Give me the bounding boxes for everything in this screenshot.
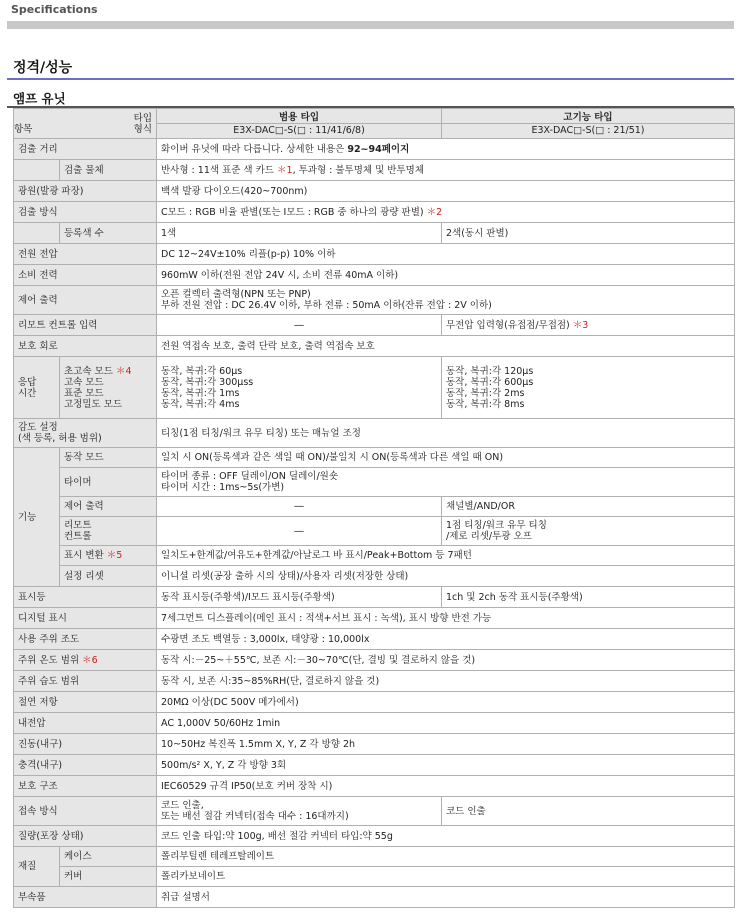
- row-value: C모드 : RGB 비율 판별(또는 I모드 : RGB 중 하나의 광량 판별) ＊2: [157, 202, 735, 223]
- col2-title: 고기능 타입: [563, 111, 613, 123]
- table-row: [14, 713, 735, 734]
- row-label: 리모트 컨트롤 입력: [14, 315, 157, 336]
- row-label: 주위 온도 범위 ＊6: [14, 650, 157, 671]
- col2-model: E3X-DAC□-S(□ : 21/51): [442, 123, 734, 136]
- row-label: 진동(내구): [14, 734, 157, 755]
- table-row: [14, 776, 735, 797]
- row-value: 취급 설명서: [157, 887, 735, 908]
- row-value: 20MΩ 이상(DC 500V 메가에서): [157, 692, 735, 713]
- row-label: 케이스: [60, 847, 157, 867]
- table-row: [14, 223, 735, 244]
- row-label: 주위 습도 범위: [14, 671, 157, 692]
- row-value: 화이버 유닛에 따라 다릅니다. 상세한 내용은 92~94페이지: [157, 139, 735, 160]
- row-value: 동작 시:－25~＋55℃, 보존 시:－30~70℃(단, 결빙 및 결로하지 않을 것): [157, 650, 735, 671]
- row-value: 960mW 이하(전원 전압 24V 시, 소비 전류 40mA 이하): [157, 265, 735, 286]
- table-row: [14, 139, 735, 160]
- row-value-advanced: 무전압 입력형(유접점/무접점) ＊3: [442, 315, 735, 336]
- table-row: [14, 286, 735, 315]
- row-value: 오픈 컬렉터 출력형(NPN 또는 PNP) 부하 전원 전압 : DC 26.4V 이하, 부하 전류 : 50mA 이하(잔류 전압 : 2V 이하): [157, 286, 735, 315]
- row-label: 커버: [60, 867, 157, 887]
- row-label: 검출 거리: [14, 139, 157, 160]
- row-label: 절연 저항: [14, 692, 157, 713]
- type-label: 타입: [133, 112, 152, 124]
- table-row: [14, 797, 735, 826]
- row-value: DC 12~24V±10% 리플(p-p) 10% 이하: [157, 244, 735, 265]
- row-value: 500m/s² X, Y, Z 각 방향 3회: [157, 755, 735, 776]
- table-row: [14, 887, 735, 908]
- section-divider: [7, 21, 734, 29]
- row-label: 기능: [14, 448, 60, 587]
- row-value: IEC60529 규격 IP50(보호 커버 장착 시): [157, 776, 735, 797]
- row-value: 일치 시 ON(등록색과 같은 색일 때 ON)/불일치 시 ON(등록색과 다른 색일 때 ON): [157, 448, 735, 468]
- title-underline: [7, 78, 734, 80]
- row-value-general: 1색: [157, 223, 442, 244]
- row-value-general: ―: [157, 315, 442, 336]
- row-label: 제어 출력: [60, 497, 157, 517]
- row-indent: [14, 223, 60, 244]
- table-row: [14, 357, 735, 419]
- row-label: 질량(포장 상태): [14, 826, 157, 847]
- row-value: 폴리카보네이트: [157, 867, 735, 887]
- model-label: 형식: [133, 123, 152, 135]
- table-row: [14, 566, 735, 587]
- row-label: 충격(내구): [14, 755, 157, 776]
- row-label: 표시 변환 ＊5: [60, 546, 157, 566]
- row-value: 폴리부틸렌 테레프탈레이트: [157, 847, 735, 867]
- row-label: 광원(발광 파장): [14, 181, 157, 202]
- row-value-general: ―: [157, 517, 442, 546]
- table-row: [14, 497, 735, 517]
- spec-table: [13, 108, 735, 908]
- row-label: 전원 전압: [14, 244, 157, 265]
- row-value: 티칭(1점 티칭/워크 유무 티칭) 또는 매뉴얼 조정: [157, 419, 735, 448]
- table-row: [14, 181, 735, 202]
- table-row: [14, 734, 735, 755]
- col-advanced-type: [442, 109, 735, 139]
- row-label: 타이머: [60, 468, 157, 497]
- row-value-general: 코드 인출, 또는 배선 절감 커넥터(접속 대수 : 16대까지): [157, 797, 442, 826]
- table-row: [14, 315, 735, 336]
- row-label: 검출 방식: [14, 202, 157, 223]
- row-value-general: ―: [157, 497, 442, 517]
- table-row: [14, 692, 735, 713]
- section-subtitle: 앰프 유닛: [13, 91, 66, 106]
- row-label: 보호 회로: [14, 336, 157, 357]
- table-row: [14, 587, 735, 608]
- row-value: 반사형 : 11색 표준 색 카드 ＊1, 투과형 : 불투명체 및 반투명체: [157, 160, 735, 181]
- row-value: 7세그먼트 디스플레이(메인 표시 : 적색+서브 표시 : 녹색), 표시 방향 반전 가능: [157, 608, 735, 629]
- row-value-advanced: 채널별/AND/OR: [442, 497, 735, 517]
- row-value: 일치도+한계값/여유도+한계값/아날로그 바 표시/Peak+Bottom 등 7패턴: [157, 546, 735, 566]
- table-row: [14, 847, 735, 867]
- table-row: [14, 671, 735, 692]
- table-row: [14, 202, 735, 223]
- row-label: 사용 주위 조도: [14, 629, 157, 650]
- row-indent: [14, 160, 60, 181]
- row-label: 재질: [14, 847, 60, 887]
- table-row: [14, 650, 735, 671]
- row-value-advanced: 1ch 및 2ch 동작 표시등(주황색): [442, 587, 735, 608]
- item-label: 항목: [14, 123, 33, 135]
- row-label: 동작 모드: [60, 448, 157, 468]
- row-value: 10~50Hz 복진폭 1.5mm X, Y, Z 각 방향 2h: [157, 734, 735, 755]
- row-value: 수광면 조도 백열등 : 3,000lx, 태양광 : 10,000lx: [157, 629, 735, 650]
- row-label: 감도 설정 (색 등록, 허용 범위): [14, 419, 157, 448]
- table-row: [14, 419, 735, 448]
- row-label: 디지털 표시: [14, 608, 157, 629]
- row-value: 백색 발광 다이오드(420~700nm): [157, 181, 735, 202]
- row-label: 보호 구조: [14, 776, 157, 797]
- row-value-advanced: 동작, 복귀:각 120μs 동작, 복귀:각 600μs 동작, 복귀:각 2ms 동작, 복귀:각 8ms: [442, 357, 735, 419]
- row-label: 응답 시간: [14, 357, 60, 419]
- table-row: [14, 755, 735, 776]
- row-label: 등록색 수: [60, 223, 157, 244]
- row-value: 코드 인출 타입:약 100g, 배선 절감 커넥터 타입:약 55g: [157, 826, 735, 847]
- row-label: 설정 리셋: [60, 566, 157, 587]
- table-row: [14, 826, 735, 847]
- table-row: [14, 608, 735, 629]
- row-value-advanced: 코드 인출: [442, 797, 735, 826]
- row-value-general: 동작 표시등(주황색)/I모드 표시등(주황색): [157, 587, 442, 608]
- row-value: 타이머 종류 : OFF 딜레이/ON 딜레이/원숏 타이머 시간 : 1ms~5s(가변): [157, 468, 735, 497]
- table-row: [14, 448, 735, 468]
- table-row: [14, 468, 735, 497]
- table-row: [14, 336, 735, 357]
- top-bar: [0, 0, 737, 21]
- row-value: AC 1,000V 50/60Hz 1min: [157, 713, 735, 734]
- row-label: 검출 물체: [60, 160, 157, 181]
- row-label: 부속품: [14, 887, 157, 908]
- row-value: 이니셜 리셋(공장 출하 시의 상태)/사용자 리셋(저장한 상태): [157, 566, 735, 587]
- row-value-advanced: 1점 티칭/워크 유무 티칭 /제로 리셋/투광 오프: [442, 517, 735, 546]
- row-label: 접속 방식: [14, 797, 157, 826]
- col-general-type: [157, 109, 442, 139]
- table-row: [14, 265, 735, 286]
- col1-model: E3X-DAC□-S(□ : 11/41/6/8): [157, 123, 441, 136]
- row-label: 소비 전력: [14, 265, 157, 286]
- row-value: 전원 역접속 보호, 출력 단락 보호, 출력 역접속 보호: [157, 336, 735, 357]
- col1-title: 범용 타입: [278, 111, 319, 123]
- row-label: 내전압: [14, 713, 157, 734]
- row-label: 제어 출력: [14, 286, 157, 315]
- row-value-general: 동작, 복귀:각 60μs 동작, 복귀:각 300μss 동작, 복귀:각 1ms 동작, 복귀:각 4ms: [157, 357, 442, 419]
- table-row: [14, 160, 735, 181]
- row-value: 동작 시, 보존 시:35~85%RH(단, 결로하지 않을 것): [157, 671, 735, 692]
- table-row: [14, 546, 735, 566]
- row-label: 리모트 컨트롤: [60, 517, 157, 546]
- table-row: [14, 244, 735, 265]
- row-value-advanced: 2색(동시 판별): [442, 223, 735, 244]
- table-row: [14, 629, 735, 650]
- response-modes: 초고속 모드 ＊4 고속 모드 표준 모드 고정밀도 모드: [60, 357, 157, 419]
- section-label: Specifications: [11, 3, 98, 16]
- page-title: 정격/성능: [13, 60, 73, 76]
- table-row: [14, 867, 735, 887]
- header-corner: [14, 109, 157, 139]
- table-header-row: [14, 109, 735, 139]
- table-row: [14, 517, 735, 546]
- row-label: 표시등: [14, 587, 157, 608]
